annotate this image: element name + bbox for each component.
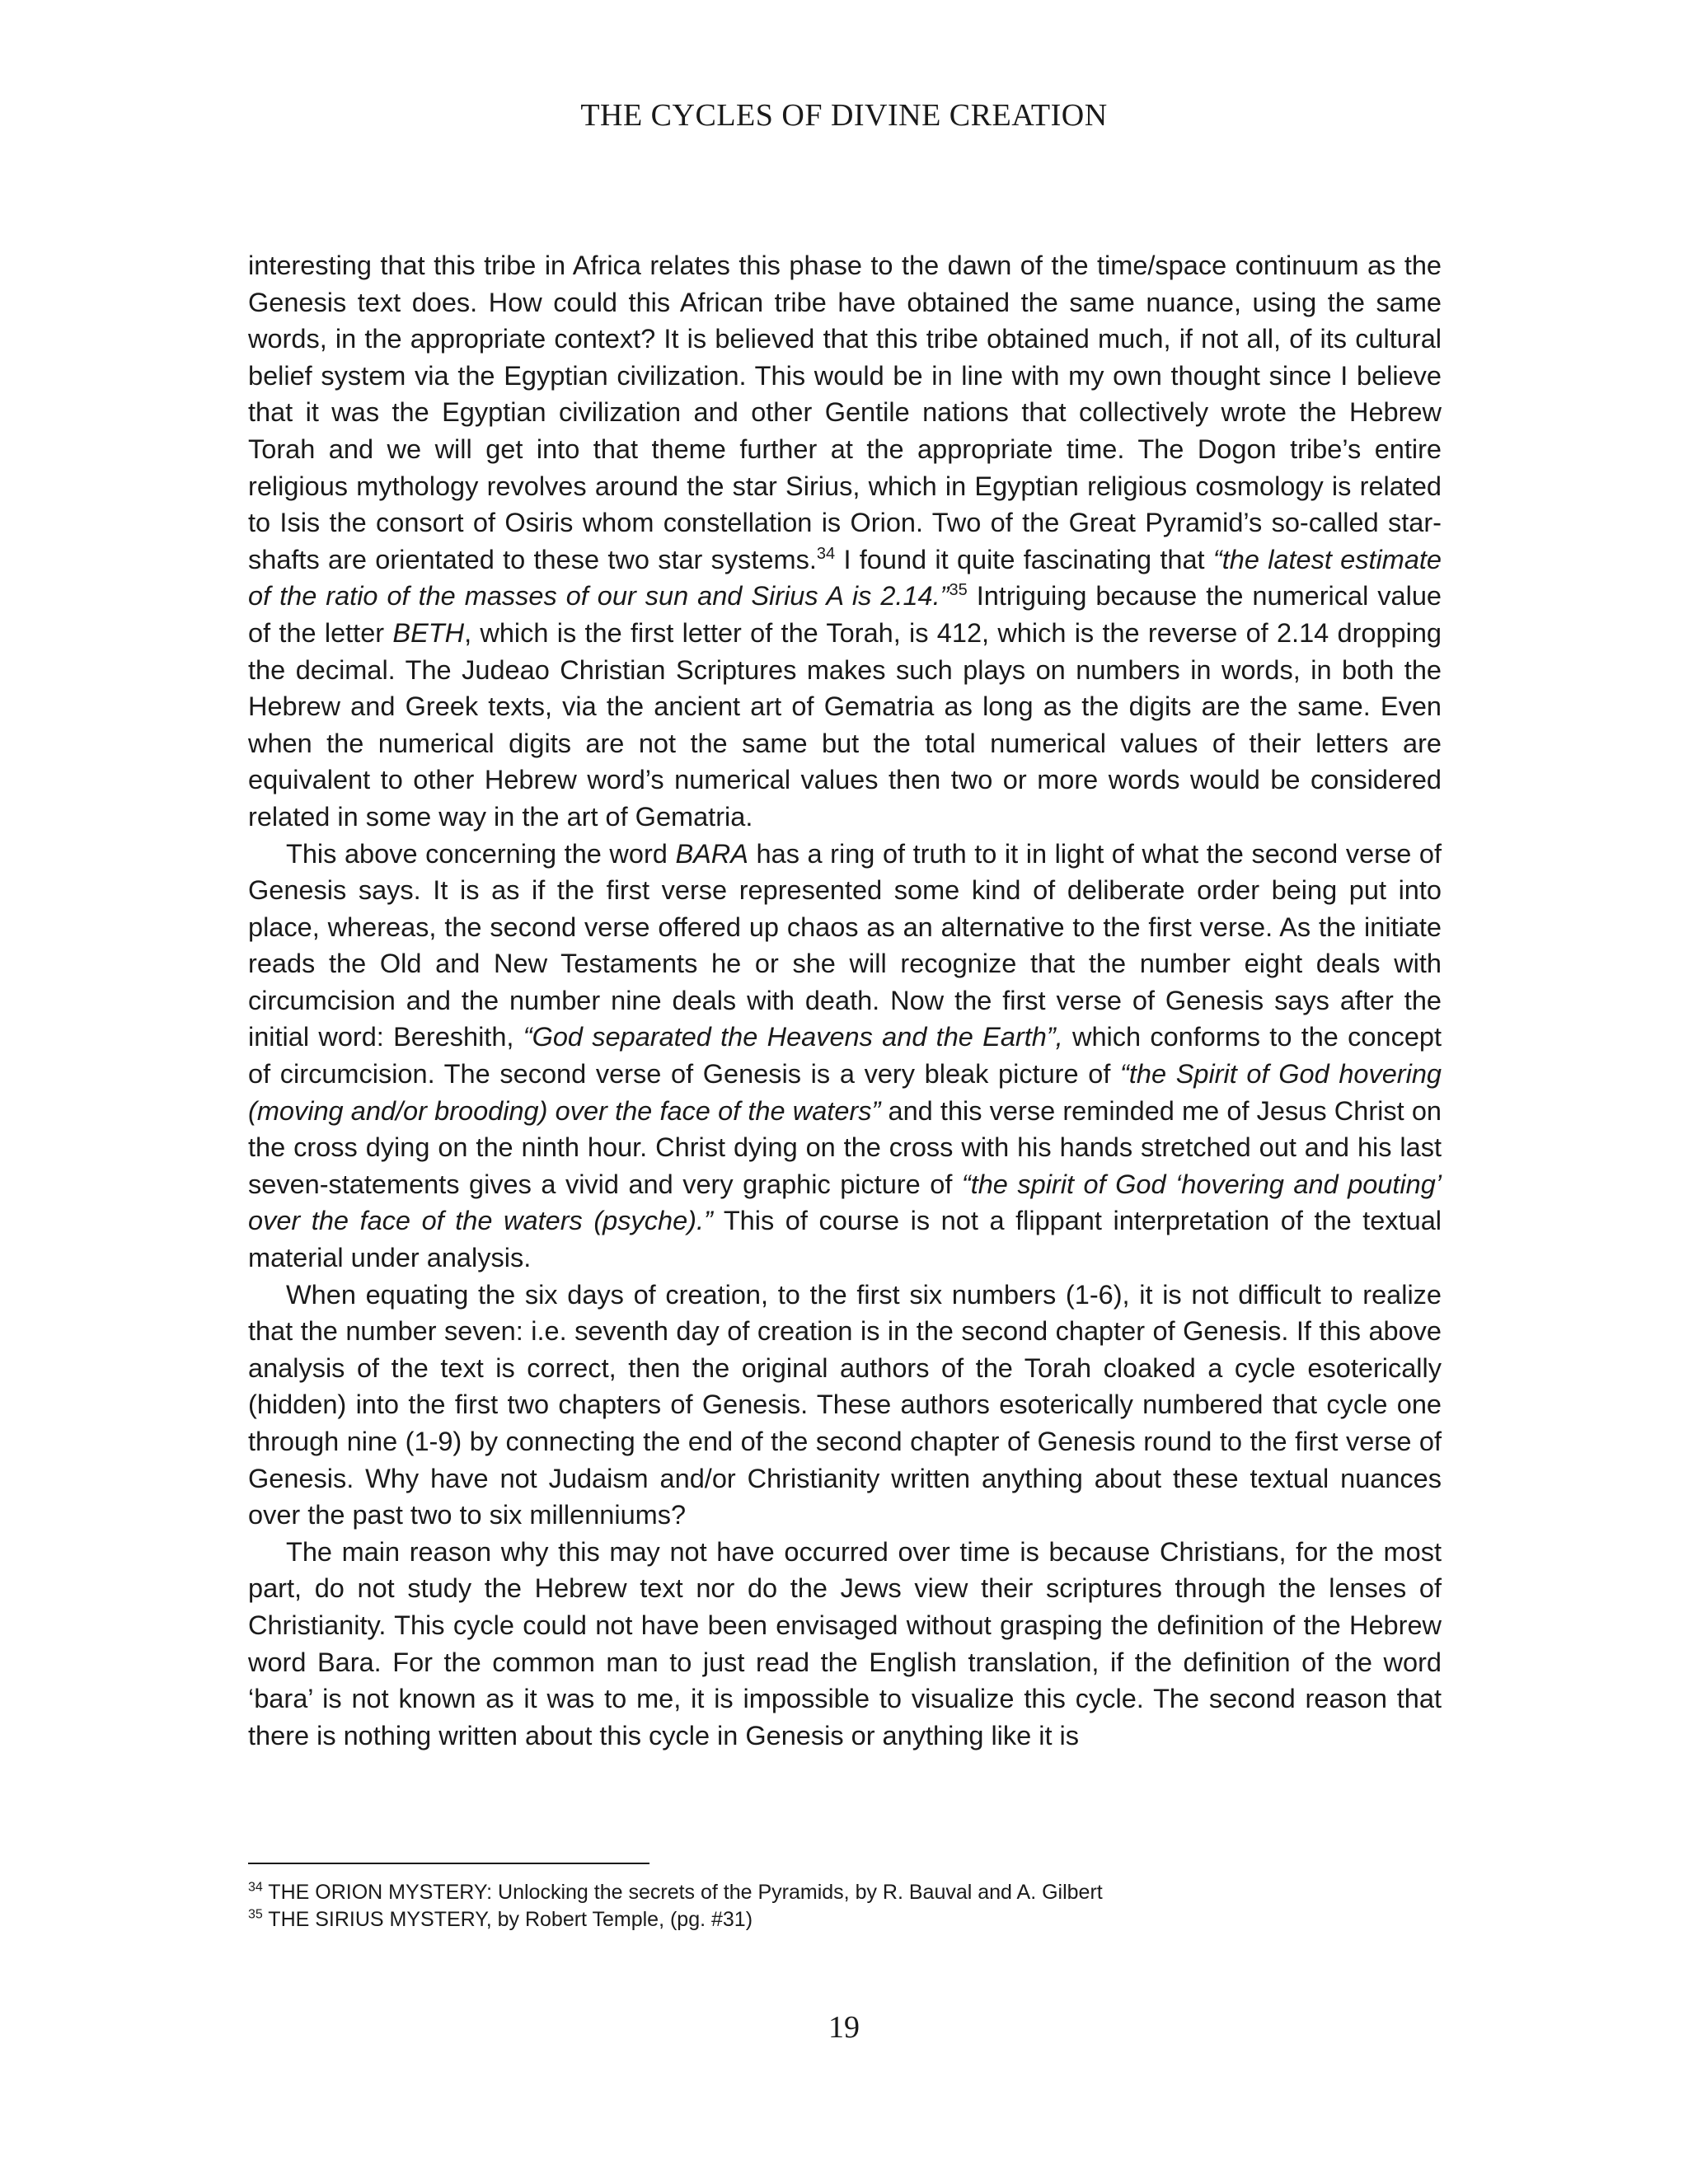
footnote-number: 34 — [248, 1880, 263, 1895]
emphasis-bara: BARA — [675, 838, 748, 869]
text-run: This above concerning the word — [286, 838, 676, 869]
paragraph-1 — [248, 247, 1442, 836]
footnote-ref-34[interactable]: 34 — [816, 544, 836, 563]
running-title: THE CYCLES OF DIVINE CREATION — [580, 98, 1108, 133]
paragraph-3: When equating the six days of creation, to the first six numbers (1-6), it is not difficult to realize that the number seven: i.e. seventh day of creation is in the second chapter of Genesis. If this above analysis of the text is correct, then the original authors of the Torah cloaked a cycle esoterically (hidden) into the first two chapters of Genesis. These authors esoterically numbered that cycle one through nine (1-9) by connecting the end of the second chapter of Genesis round to the first verse of Genesis. Why have not Judaism and/or Christianity written anything about these textual nuances over the past two to six millenniums? — [248, 1279, 1442, 1530]
text-run: Intriguing because the numerical value of the letter — [248, 581, 1442, 648]
footnote-number: 35 — [248, 1907, 263, 1922]
text-run: which conforms to the concept of circumcision. The second verse of Genesis is a very bleak picture of — [248, 1022, 1442, 1090]
paragraph-4: The main reason why this may not have occurred over time is because Christians, for the most part, do not study the Hebrew text nor do the Jews view their scriptures through the lenses of Christianity. This cycle could not have been envisaged without grasping the definition of the Hebrew word Bara. For the common man to just read the English translation, if the definition of the word ‘bara’ is not known as it was to me, it is impossible to visualize this cycle. The second reason that there is nothing written about this cycle in Genesis or anything like it is — [248, 1536, 1442, 1750]
footnote-34 — [248, 1879, 1442, 1906]
text-run: and this verse reminded me of Jesus Christ on the cross dying on the ninth hour. Christ dying on the cross with his hands stretched out and his last seven-statements gives a vivid and very graphic picture of — [248, 1095, 1442, 1199]
footnote-ref-35[interactable]: 35 — [949, 581, 968, 600]
quotation: “the Spirit of God hovering (moving and/or brooding) over the face of the waters” — [248, 1059, 1442, 1126]
emphasis-beth: BETH — [392, 617, 465, 648]
quotation: “the latest estimate of the ratio of the masses of our sun and Sirius A is 2.14.” — [248, 544, 1442, 612]
footnotes — [248, 1879, 1442, 1933]
quotation: “God separated the Heavens and the Earth”, — [523, 1022, 1063, 1052]
quotation: “the spirit of God ‘hovering and pouting’ over the face of the waters (psyche).” — [248, 1169, 1442, 1236]
text-run: has a ring of truth to it in light of what the second verse of Genesis says. It is as if the first verse represented some kind of deliberate order being put into place, whereas, the second verse offered up chaos as an alternative to the first verse. As the initiate reads the Old and New Testaments he or she will recognize that the number eight deals with circumcision and the number nine deals with death. Now the first verse of Genesis says after the initial word: Bereshith, — [248, 838, 1442, 1052]
text-run: interesting that this tribe in Africa relates this phase to the dawn of the time/space continuum as the Genesis text does. How could this African tribe have obtained the same nuance, using the same words, in the appropriate context? It is believed that this tribe obtained much, if not all, of its cultural belief system via the Egyptian civilization. This would be in line with my own thought since I believe that it was the Egyptian civilization and other Gentile nations that collectively wrote the Hebrew Torah and we will get into that theme further at the appropriate time. The Dogon tribe’s entire religious mythology revolves around the star Sirius, which in Egyptian religious cosmology is related to Isis the consort of Osiris whom constellation is Orion. Two of the Great Pyramid’s so-called star-shafts are orientated to these two star systems. — [248, 251, 1442, 574]
footnote-35 — [248, 1906, 1442, 1933]
paragraph-2 — [248, 836, 1442, 1277]
footnote-text: THE SIRIUS MYSTERY, by Robert Temple, (pg. #31) — [268, 1908, 753, 1931]
footnote-separator — [248, 1863, 649, 1864]
page-number: 19 — [828, 2010, 860, 2045]
footnote-text: THE ORION MYSTERY: Unlocking the secrets of the Pyramids, by R. Bauval and A. Gilbert — [268, 1881, 1103, 1904]
text-run: I found it quite fascinating that — [835, 544, 1213, 574]
text-run: , which is the first letter of the Torah, is 412, which is the reverse of 2.14 dropping the decimal. The Judeao Christian Scriptures makes such plays on numbers in words, in both the Hebrew and Greek texts, via the ancient art of Gematria as long as the digits are the same. Even when the numerical digits are not the same but the total numerical values of their letters are equivalent to other Hebrew word’s numerical values then two or more words would be considered related in some way in the art of Gematria. — [248, 617, 1442, 832]
body-text — [248, 247, 1442, 1754]
text-run: This of course is not a flippant interpretation of the textual material under analysis. — [248, 1206, 1442, 1273]
